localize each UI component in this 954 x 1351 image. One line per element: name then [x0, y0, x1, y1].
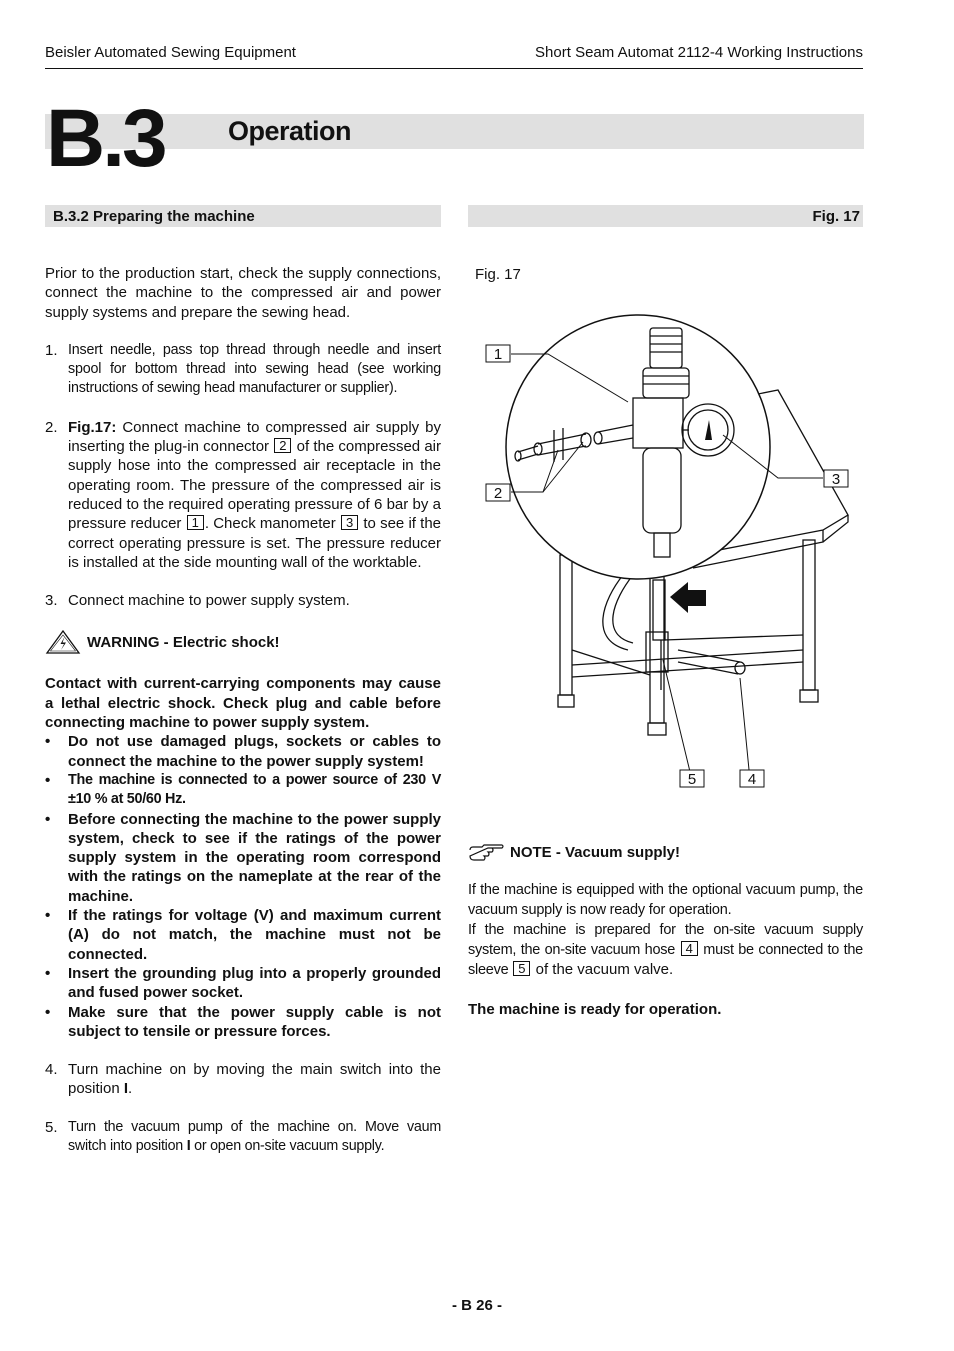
page-number: - B 26 -: [451, 1297, 502, 1314]
section-band: [45, 114, 864, 149]
step-1: 1. Insert needle, pass top thread through needle and insert spool for bottom thread into sewing head (see working instructions of sewing head manufacturer or supplier).: [45, 341, 441, 397]
pointing-hand-icon: [468, 844, 506, 862]
page-header: [45, 44, 863, 69]
warning-title: WARNING - Electric shock!: [87, 633, 280, 651]
section-title: Operation: [228, 116, 352, 146]
figure-caption: Fig. 17: [475, 266, 521, 283]
note-paragraph-2: If the machine is prepared for the on-site vacuum supply system, the on-site vacuum hose 4 must be connected to the sleeve 5 of the vacuum valve.: [468, 921, 863, 979]
step-4: 4. Turn machine on by moving the main switch into the position I.: [45, 1061, 441, 1098]
callout-1: 1: [493, 346, 503, 363]
left-column: [45, 264, 441, 1156]
figure-17-pressure-reducer: [478, 310, 858, 800]
figure-reference: Fig. 17: [468, 205, 863, 227]
note-paragraph-1: If the machine is equipped with the optional vacuum pump, the vacuum supply is now ready for operation.: [468, 882, 863, 918]
callout-box: 4: [681, 941, 698, 956]
callout-2: 2: [493, 485, 503, 502]
callout-box: 1: [187, 515, 204, 530]
warning-bullet: • The machine is connected to a power source of 230 V ±10 % at 50/60 Hz.: [45, 771, 441, 808]
callout-4: 4: [747, 771, 757, 788]
step-5: 5. Turn the vacuum pump of the machine on. Move vaum switch into position I or open on-site vacuum supply.: [45, 1118, 441, 1154]
callout-box: 5: [513, 961, 530, 976]
header-company: Beisler Automated Sewing Equipment: [45, 44, 296, 61]
warning-bullet: • Make sure that the power supply cable is not subject to tensile or pressure forces.: [45, 1003, 441, 1040]
callout-box: 3: [341, 515, 358, 530]
step-2: 2. Fig.17: Connect machine to compressed air supply by inserting the plug-in connector 2 of the compressed air supply hose into the compressed air receptacle in the operating room. The pressure of the compressed air is reduced to the required operating pressure of 6 bar by a pressure reducer 1 . Check manometer 3 to see if the correct operating pressure is set. The pressure reducer is installed at the side mounting wall of the worktable.: [45, 418, 442, 571]
intro-paragraph: Prior to the production start, check the supply connections, connect the machine to the compressed air and power supply systems and prepare the sewing head.: [45, 265, 441, 321]
warning-bullet: • Before connecting the machine to the power supply system, check to see if the ratings of the power supply system in the operating room correspond with the ratings on the nameplate at the rear of the machine.: [45, 810, 441, 905]
header-document-title: Short Seam Automat 2112-4 Working Instructions: [535, 44, 863, 61]
callout-5: 5: [687, 771, 697, 788]
section-number: B.3: [46, 93, 165, 184]
note-heading: [468, 843, 863, 862]
ready-statement: The machine is ready for operation.: [468, 1000, 722, 1018]
warning-bullet: • Do not use damaged plugs, sockets or cables to connect the machine to the power supply system!: [45, 733, 441, 770]
step-3: 3. Connect machine to power supply system.: [45, 592, 350, 610]
warning-triangle-icon: [45, 629, 81, 655]
warning-bullet: • Insert the grounding plug into a properly grounded and fused power socket.: [45, 964, 441, 1002]
callout-3: 3: [831, 471, 841, 488]
right-column: [468, 843, 863, 1019]
warning-intro: Contact with current-carrying components may cause a lethal electric shock. Check plug and cable before connecting machine to power supply system.: [45, 675, 441, 732]
callout-box: 2: [274, 438, 291, 453]
warning-heading: [45, 629, 441, 655]
warning-bullet: • If the ratings for voltage (V) and maximum current (A) do not match, the machine must not be connected.: [45, 907, 441, 963]
subsection-title: B.3.2 Preparing the machine: [45, 205, 441, 227]
note-title: NOTE - Vacuum supply!: [510, 844, 681, 861]
